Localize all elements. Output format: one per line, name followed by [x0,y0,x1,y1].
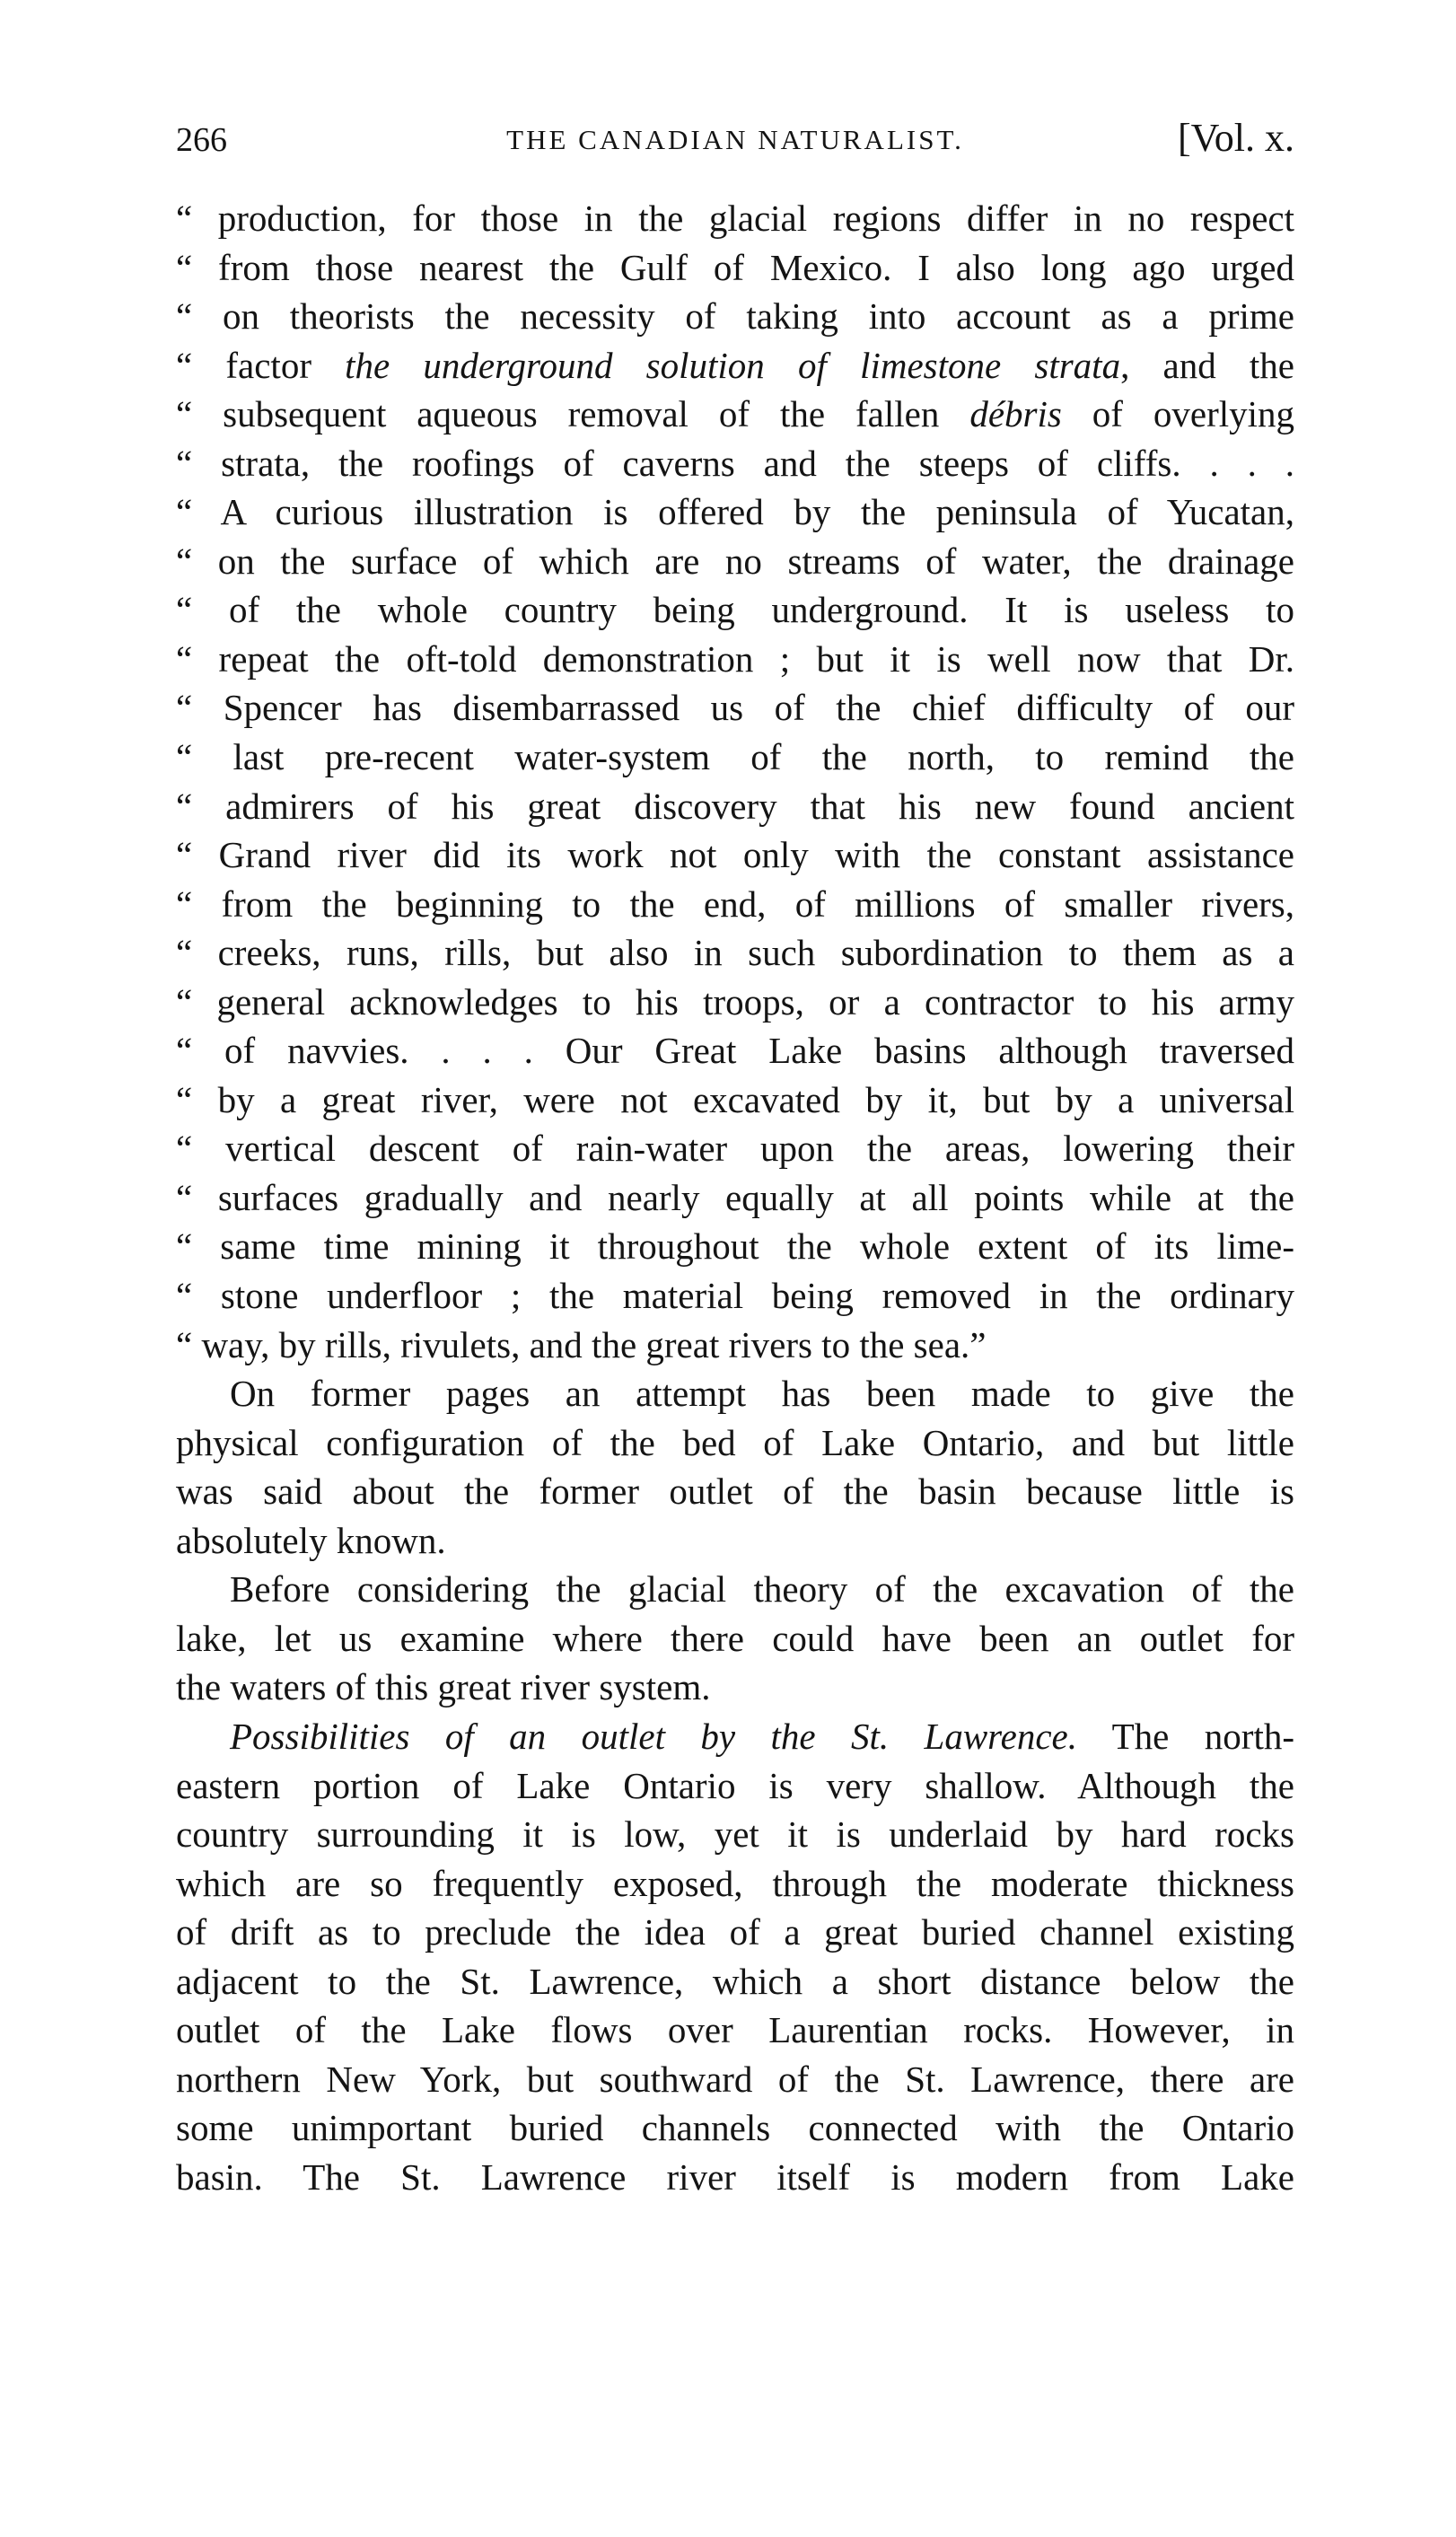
text-segment: “ of the whole country being underground. It is useless to [176,589,1294,631]
text-line [176,1222,1294,1271]
italic-text: Possibilities of an outlet by the St. Lawrence. [230,1715,1077,1757]
text-line [176,1565,1294,1614]
text-line [176,1026,1294,1075]
text-segment: “ Grand river did its work not only with the constant assistance [176,834,1294,876]
text-line [176,978,1294,1027]
text-line [176,341,1294,391]
text-line [176,782,1294,831]
text-segment: “ way, by rills, rivulets, and the great rivers to the sea.” [176,1323,987,1365]
text-line [176,1712,1294,1761]
text-line [176,683,1294,733]
text-line [176,439,1294,488]
text-line [176,1369,1294,1418]
text-segment: basin. The St. Lawrence river itself is modern from Lake [176,2155,1294,2198]
text-segment: “ vertical descent of rain-water upon the areas, lowering their [176,1128,1294,1170]
text-line [176,830,1294,880]
italic-text: débris [969,393,1062,435]
text-line [176,585,1294,635]
text-segment: “ admirers of his great discovery that his new found ancient [176,785,1294,827]
text-line [176,1173,1294,1223]
text-segment: “ A curious illustration is offered by the peninsula of Yucatan, [176,491,1294,533]
text-segment: “ strata, the roofings of caverns and the steeps of cliffs. . . . [176,442,1294,484]
text-segment: was said about the former outlet of the basin because little is [176,1470,1294,1513]
text-segment: of drift as to preclude the idea of a great buried channel existing [176,1911,1294,1953]
text-segment: “ from the beginning to the end, of millions of smaller rivers, [176,882,1294,925]
journal-title: THE CANADIAN NATURALIST. [506,124,964,155]
text-line [176,390,1294,439]
text-segment: outlet of the Lake flows over Laurentian rocks. However, in [176,2009,1294,2051]
text-segment: Before considering the glacial theory of the excavation of the [230,1568,1294,1611]
text-line [176,1418,1294,1468]
text-segment: “ same time mining it throughout the whole extent of its lime- [176,1225,1294,1268]
text-segment: “ production, for those in the glacial regions differ in no respect [176,198,1294,239]
text-segment: “ Spencer has disembarrassed us of the chief difficulty of our [176,687,1294,729]
text-segment: The north- [1076,1715,1294,1757]
text-line [176,487,1294,537]
volume-label: [Vol. x. [1178,116,1294,160]
text-line [176,1516,1294,1566]
text-segment: “ general acknowledges to his troops, or a contractor to his army [176,980,1294,1023]
page-number: 266 [176,121,227,159]
text-line [176,537,1294,586]
text-segment: lake, let us examine where there could have been an outlet for [176,1617,1294,1659]
text-segment: “ last pre-recent water-system of the north, to remind the [176,736,1294,778]
text-line [176,1859,1294,1909]
text-segment: On former pages an attempt has been made to give the [230,1373,1294,1415]
text-segment: some unimportant buried channels connected with the Ontario [176,2107,1294,2149]
running-header [176,115,1294,169]
text-segment: “ by a great river, were not excavated by it, but by a universal [176,1078,1294,1120]
text-line [176,1761,1294,1811]
text-segment: adjacent to the St. Lawrence, which a short distance below the [176,1960,1294,2002]
italic-text: the underground solution of limestone strata [345,344,1121,386]
text-segment: “ on theorists the necessity of taking into account as a prime [176,295,1294,338]
text-segment: “ on the surface of which are no streams of water, the drainage [176,540,1294,582]
text-segment: of overlying [1061,393,1294,435]
text-segment: northern New York, but southward of the St. Lawrence, there are [176,2058,1294,2100]
text-segment: “ stone underfloor ; the material being removed in the ordinary [176,1275,1294,1317]
text-line [176,243,1294,293]
text-segment: “ subsequent aqueous removal of the fallen [176,393,970,435]
text-line [176,2153,1294,2202]
text-segment: the waters of this great river system. [176,1666,711,1708]
text-segment: “ of navvies. . . . Our Great Lake basins although traversed [176,1030,1294,1072]
text-line [176,1271,1294,1321]
text-line [176,1810,1294,1859]
text-segment: “ repeat the oft-told demonstration ; but it is well now that Dr. [176,637,1294,680]
text-line [176,292,1294,341]
text-line [176,1614,1294,1664]
text-segment: physical configuration of the bed of Lake Ontario, and but little [176,1421,1294,1463]
text-line [176,928,1294,978]
text-segment: absolutely known. [176,1519,446,1561]
text-line [176,2055,1294,2104]
text-segment: which are so frequently exposed, through the moderate thickness [176,1862,1294,1904]
text-line [176,1467,1294,1516]
text-segment: country surrounding it is low, yet it is underlaid by hard rocks [176,1813,1294,1856]
text-line [176,2006,1294,2055]
text-line [176,1075,1294,1125]
text-line [176,1321,1294,1370]
text-segment: , and the [1120,344,1294,386]
text-segment: “ creeks, runs, rills, but also in such subordination to them as a [176,932,1294,974]
text-segment: “ from those nearest the Gulf of Mexico. I also long ago urged [176,246,1294,288]
text-segment: eastern portion of Lake Ontario is very shallow. Although the [176,1764,1294,1806]
text-line [176,635,1294,684]
text-line [176,1957,1294,2006]
text-line [176,194,1294,243]
text-line [176,1908,1294,1957]
text-segment: “ factor [176,344,346,386]
text-line [176,1663,1294,1712]
body-text [176,194,1294,2201]
text-segment: “ surfaces gradually and nearly equally at all points while at the [176,1176,1294,1218]
text-line [176,880,1294,929]
text-line [176,733,1294,782]
text-line [176,2103,1294,2153]
text-line [176,1124,1294,1173]
